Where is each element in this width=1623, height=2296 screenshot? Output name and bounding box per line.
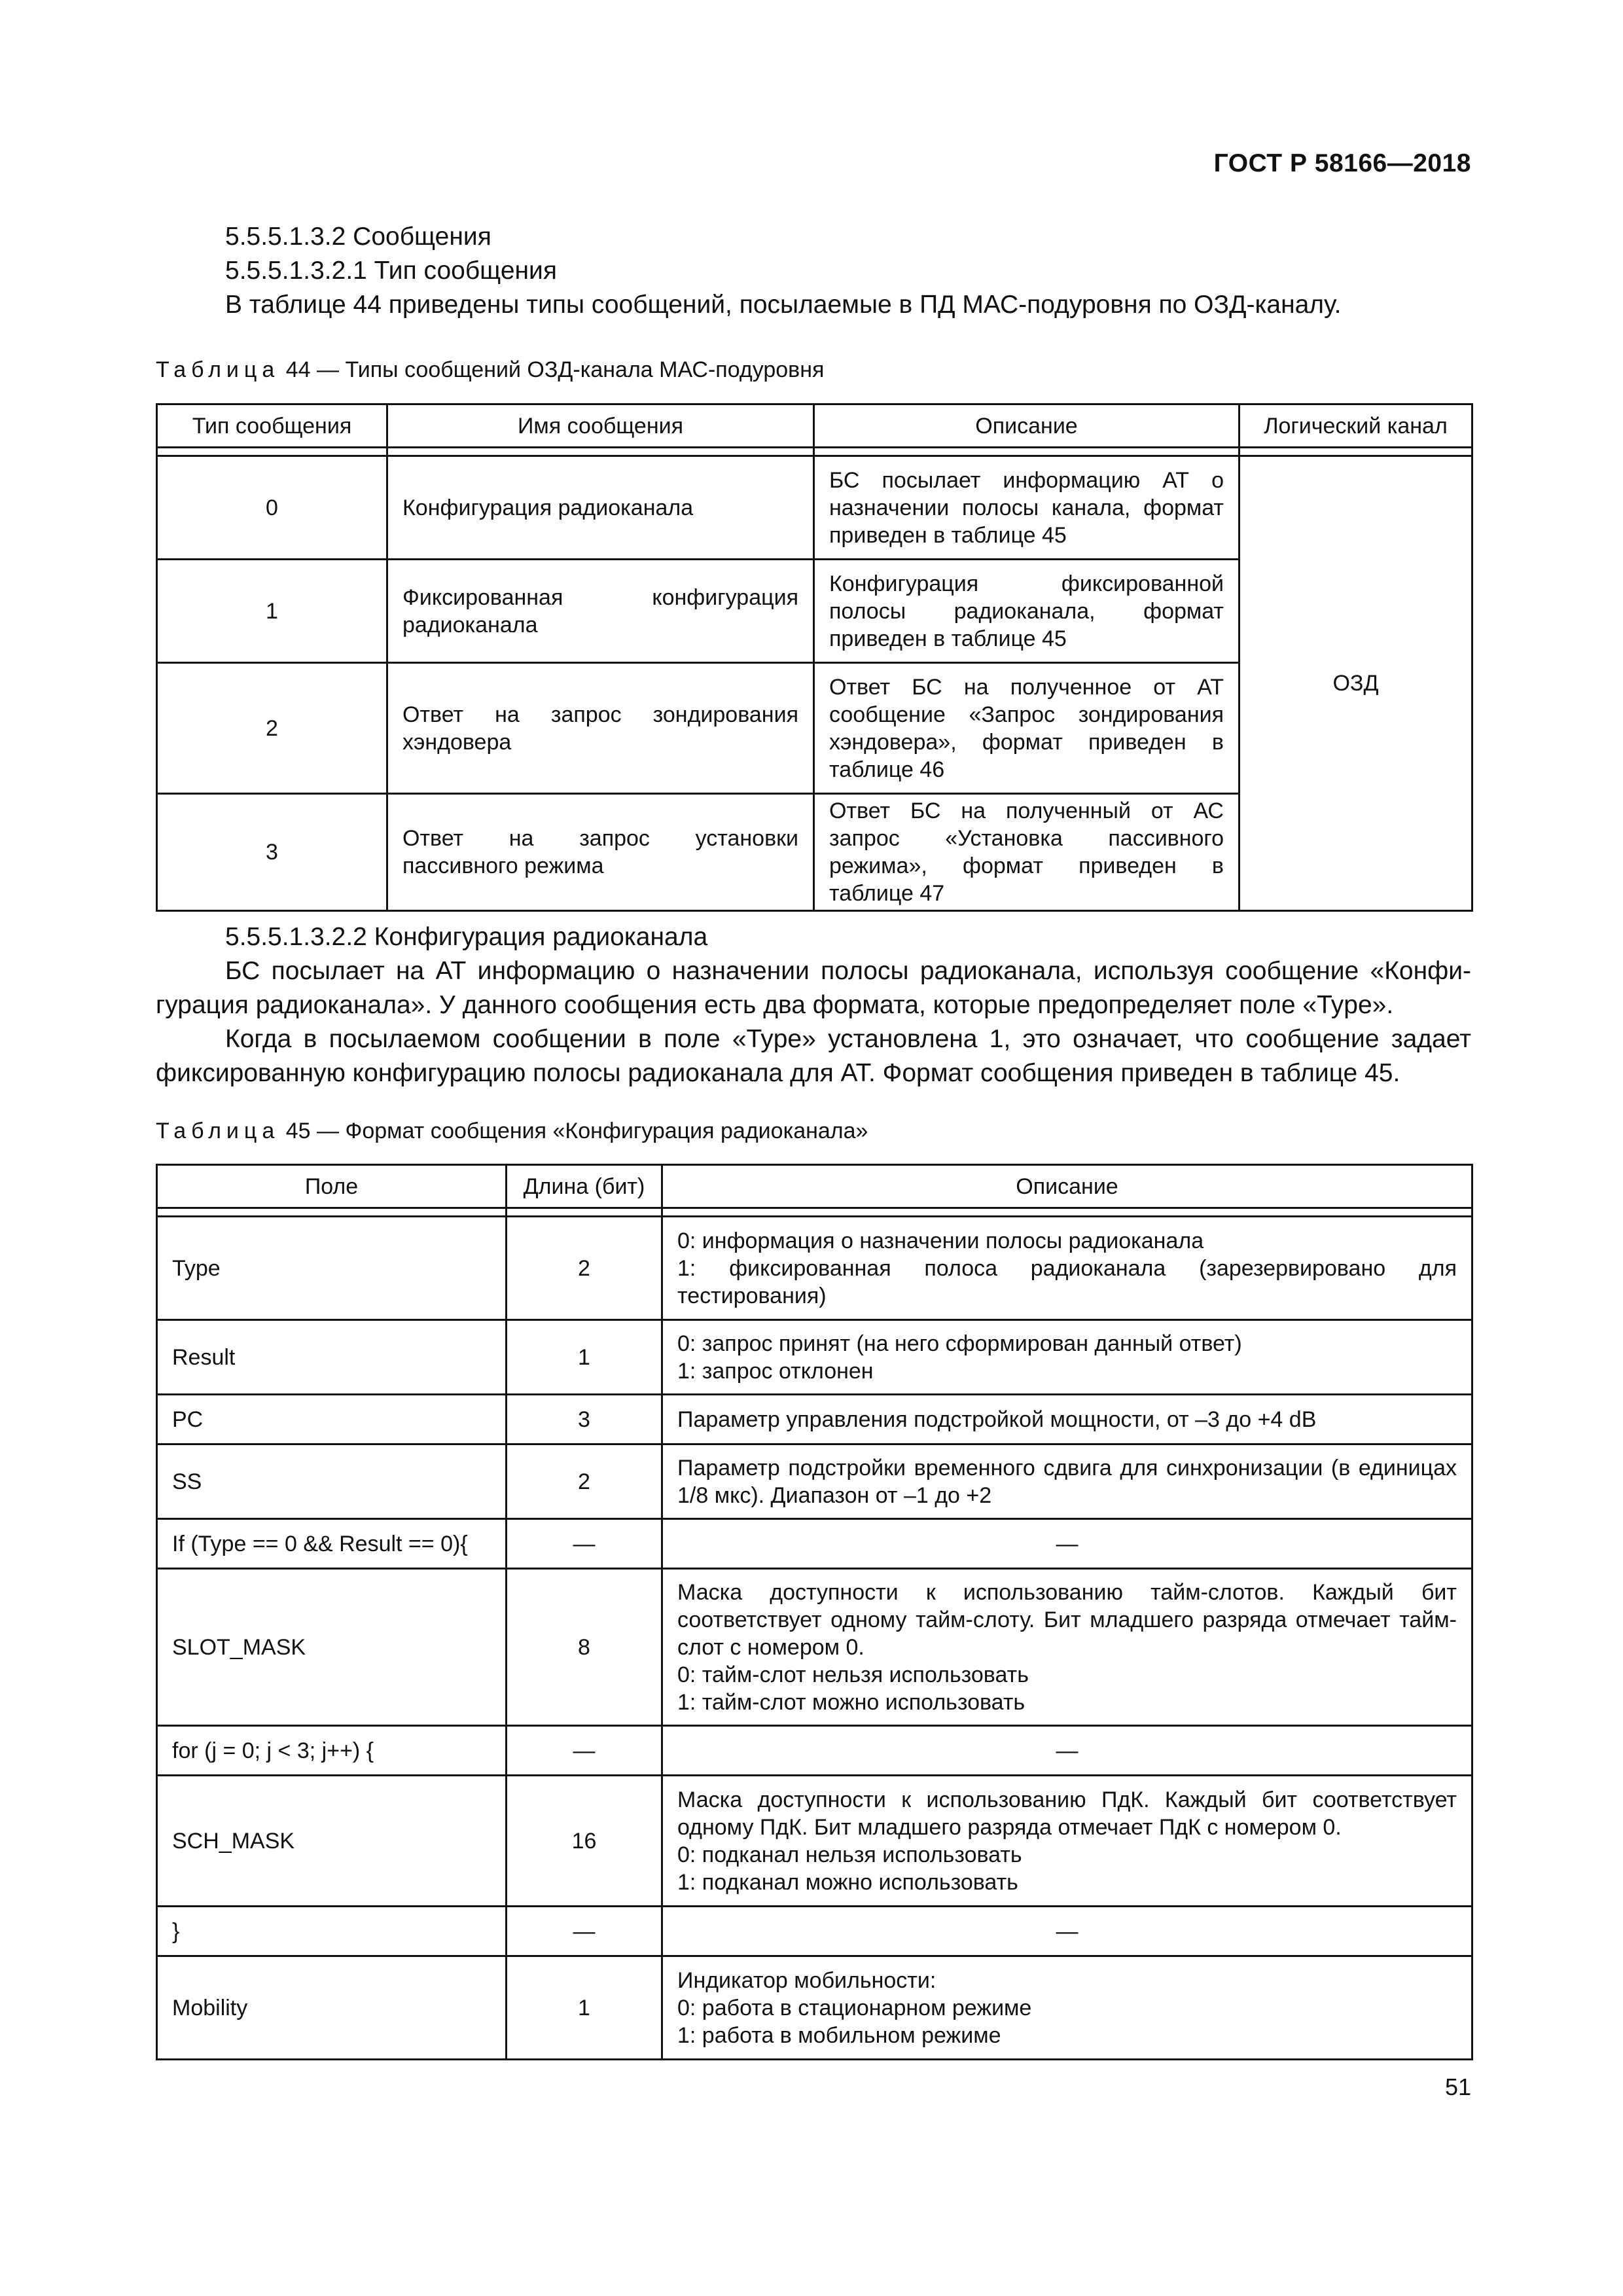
paragraph-line: Когда в посылаемом сообщении в поле «Type» установлена 1, это означает, что сообщение задает	[225, 1025, 1471, 1053]
table-row	[157, 1956, 1472, 2060]
table45-cell-desc: 0: запрос принят (на него сформирован данный ответ) 1: запрос отклонен	[662, 1320, 1472, 1395]
table45-header-field: Поле	[157, 1165, 507, 1208]
table45-cell-length: 1	[507, 1956, 662, 2060]
table45-cell-field: SLOT_MASK	[157, 1569, 507, 1726]
table44-cell-desc: Конфигурация фиксированной полосы радиоканала, формат приведен в таблице 45	[814, 560, 1240, 663]
table45-header-length: Длина (бит)	[507, 1165, 662, 1208]
table45-header-row	[157, 1165, 1472, 1208]
table44-header-name: Имя сообщения	[387, 404, 814, 448]
table44-cell-type: 3	[157, 794, 387, 911]
table44-header-channel: Логический канал	[1240, 404, 1472, 448]
table-row	[157, 1320, 1472, 1395]
table45-cell-field: Result	[157, 1320, 507, 1395]
table45-cell-desc: Параметр управления подстройкой мощности, от –3 до +4 dB	[662, 1395, 1472, 1444]
table45-cell-desc: 0: информация о назначении полосы радиоканала 1: фиксированная полоса радиоканала (зарезервировано для тестирования)	[662, 1217, 1472, 1320]
table45-caption-word: Таблица	[156, 1119, 280, 1143]
table-row	[157, 1519, 1472, 1569]
section-heading-messages: 5.5.5.1.3.2 Сообщения	[225, 223, 491, 251]
table45-cell-field: Mobility	[157, 1956, 507, 2060]
table45-cell-desc: Индикатор мобильности: 0: работа в стационарном режиме 1: работа в мобильном режиме	[662, 1956, 1472, 2060]
table44-header-row	[157, 404, 1472, 448]
table-row	[157, 1444, 1472, 1519]
table45-cell-field: }	[157, 1907, 507, 1956]
table45-cell-length: 3	[507, 1395, 662, 1444]
table-44	[156, 403, 1473, 912]
table44-header-type: Тип сообщения	[157, 404, 387, 448]
table-row	[157, 456, 1472, 560]
section2-block	[156, 920, 1471, 1090]
table44-cell-type: 2	[157, 663, 387, 794]
table-row	[157, 1217, 1472, 1320]
table45-cell-field: SS	[157, 1444, 507, 1519]
table-row	[157, 1726, 1472, 1776]
table44-cell-name: Ответ на запрос установки пассивного режима	[387, 794, 814, 911]
table45-cell-desc: Маска доступности к использованию ПдК. Каждый бит соответствует одному ПдК. Бит младшего разряда отмечает ПдК с номером 0. 0: подканал нельзя использовать 1: подканал можно использовать	[662, 1776, 1472, 1907]
table45-header-desc: Описание	[662, 1165, 1472, 1208]
table44-caption-word: Таблица	[156, 357, 280, 382]
table45-cell-field: If (Type == 0 && Result == 0){	[157, 1519, 507, 1569]
table45-cell-length: —	[507, 1726, 662, 1776]
table-row	[157, 1776, 1472, 1907]
table45-cell-desc: Маска доступности к использованию тайм-слотов. Каждый бит соответствует одному тайм-слоту. Бит младшего разряда отмечает тайм-слот с номером 0. 0: тайм-слот нельзя использовать 1: тайм-слот можно использовать	[662, 1569, 1472, 1726]
table-row	[157, 1569, 1472, 1726]
table44-cell-name: Конфигурация радиоканала	[387, 456, 814, 560]
table-row	[157, 1395, 1472, 1444]
table44-cell-type: 0	[157, 456, 387, 560]
table44-cell-desc: Ответ БС на полученное от АТ сообщение «Запрос зондирования хэндовера», формат приведен в таблице 46	[814, 663, 1240, 794]
table45-gap-row	[157, 1208, 1472, 1217]
intro-block	[156, 220, 1471, 322]
table45-cell-field: for (j = 0; j < 3; j++) {	[157, 1726, 507, 1776]
standard-number: ГОСТ Р 58166—2018	[1213, 149, 1471, 177]
table45-cell-length: 8	[507, 1569, 662, 1726]
section-heading-radio-config: 5.5.5.1.3.2.2 Конфигурация радиоканала	[225, 923, 708, 951]
table45-cell-field: PC	[157, 1395, 507, 1444]
table44-header-desc: Описание	[814, 404, 1240, 448]
table44-cell-channel: ОЗД	[1240, 456, 1472, 911]
intro-paragraph: В таблице 44 приведены типы сообщений, посылаемые в ПД МАС-подуровня по ОЗД-каналу.	[225, 291, 1342, 319]
table-row	[157, 1907, 1472, 1956]
table45-cell-length: —	[507, 1519, 662, 1569]
table45-cell-length: 1	[507, 1320, 662, 1395]
paragraph-line: БС посылает на АТ информацию о назначении полосы радиоканала, используя сообщение «Конфи-	[225, 957, 1471, 985]
section-heading-message-type: 5.5.5.1.3.2.1 Тип сообщения	[225, 257, 557, 285]
paragraph-line: гурация радиоканала». У данного сообщения есть два формата, которые предопределяет поле «Type».	[156, 991, 1394, 1019]
table45-cell-length: —	[507, 1907, 662, 1956]
table44-caption-text: 44 — Типы сообщений ОЗД-канала МАС-подуровня	[279, 357, 825, 382]
table44-cell-desc: Ответ БС на полученный от АС запрос «Установка пассивного режима», формат приведен в таблице 47	[814, 794, 1240, 911]
table45-cell-desc: Параметр подстройки временного сдвига для синхронизации (в единицах 1/8 мкс). Диапазон от –1 до +2	[662, 1444, 1472, 1519]
table44-cell-name: Фиксированная конфигурация радиоканала	[387, 560, 814, 663]
table-45	[156, 1164, 1473, 2060]
table44-cell-desc: БС посылает информацию АТ о назначении полосы канала, формат приведен в таблице 45	[814, 456, 1240, 560]
table44-cell-name: Ответ на запрос зондирования хэндовера	[387, 663, 814, 794]
table44-gap-row	[157, 448, 1472, 456]
table45-cell-desc: —	[662, 1726, 1472, 1776]
table45-cell-length: 2	[507, 1217, 662, 1320]
table44-caption	[156, 355, 1471, 385]
table45-cell-length: 16	[507, 1776, 662, 1907]
table44-cell-type: 1	[157, 560, 387, 663]
table45-cell-field: Type	[157, 1217, 507, 1320]
page-number: 51	[1444, 2073, 1471, 2100]
table45-cell-length: 2	[507, 1444, 662, 1519]
table45-cell-desc: —	[662, 1519, 1472, 1569]
table45-caption-text: 45 — Формат сообщения «Конфигурация радиоканала»	[279, 1119, 868, 1143]
table45-cell-field: SCH_MASK	[157, 1776, 507, 1907]
paragraph-line: фиксированную конфигурацию полосы радиоканала для АТ. Формат сообщения приведен в таблице 45.	[156, 1059, 1400, 1087]
table45-caption	[156, 1116, 1471, 1146]
table45-cell-desc: —	[662, 1907, 1472, 1956]
